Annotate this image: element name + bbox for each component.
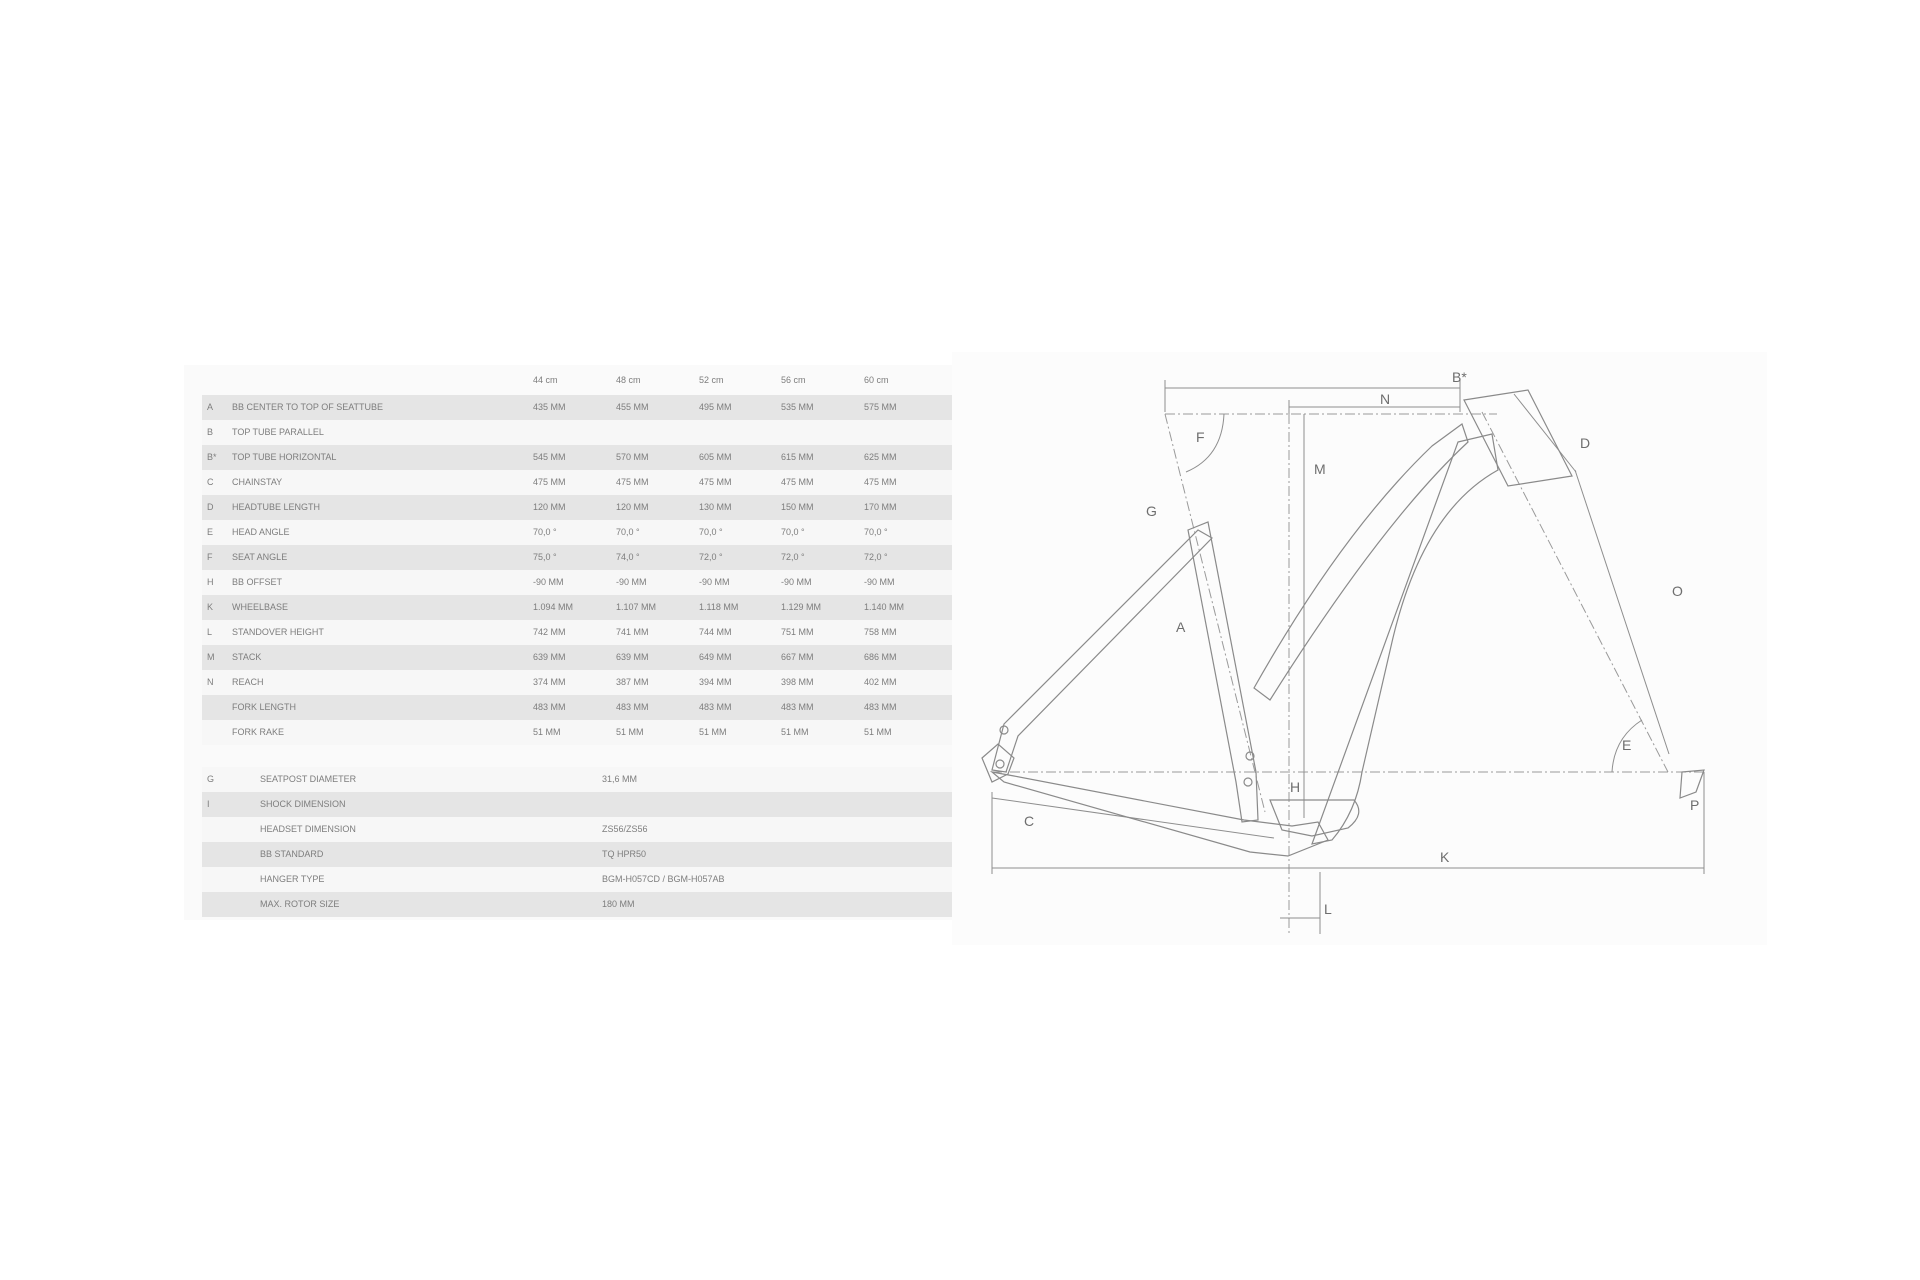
label-l: L — [1324, 901, 1332, 917]
table-row — [202, 595, 952, 620]
row-value: 120 MM — [533, 502, 566, 512]
row-value: 483 MM — [699, 702, 732, 712]
row-value: 741 MM — [616, 627, 649, 637]
frame-toptube — [1254, 424, 1468, 700]
row-value: 51 MM — [864, 727, 892, 737]
row-value: 70,0 ° — [699, 527, 723, 537]
table-row — [202, 495, 952, 520]
table-row — [202, 445, 952, 470]
row-value: 535 MM — [781, 402, 814, 412]
row-value: 387 MM — [616, 677, 649, 687]
size-header-52: 52 cm — [699, 375, 724, 385]
table-row — [202, 420, 952, 445]
spec-row — [202, 767, 952, 792]
row-value: 575 MM — [864, 402, 897, 412]
row-label: BB STANDARD — [260, 849, 324, 859]
row-code: M — [207, 652, 215, 662]
label-d: D — [1580, 435, 1591, 451]
row-value: BGM-H057CD / BGM-H057AB — [602, 874, 725, 884]
pivot-lower — [1244, 778, 1252, 786]
row-value: TQ HPR50 — [602, 849, 647, 859]
label-b-star: B* — [1452, 369, 1467, 385]
spec-row — [202, 842, 952, 867]
row-value: 605 MM — [699, 452, 732, 462]
label-k: K — [1440, 849, 1450, 865]
angle-arc-f — [1186, 414, 1224, 472]
row-value: 483 MM — [533, 702, 566, 712]
row-value: 475 MM — [533, 477, 566, 487]
table-row — [202, 545, 952, 570]
row-value: 475 MM — [616, 477, 649, 487]
frame-fork-end — [1680, 770, 1704, 798]
row-label: WHEELBASE — [232, 602, 289, 612]
row-label: HEADSET DIMENSION — [260, 824, 356, 834]
table-row — [202, 570, 952, 595]
row-value: 51 MM — [781, 727, 809, 737]
row-value: 120 MM — [616, 502, 649, 512]
row-value: 130 MM — [699, 502, 732, 512]
row-value: -90 MM — [616, 577, 647, 587]
row-code: I — [207, 799, 210, 809]
row-label: CHAINSTAY — [232, 477, 283, 487]
table-row — [202, 470, 952, 495]
axis-line-headtube — [1482, 412, 1668, 772]
pivot-rear — [996, 760, 1004, 768]
row-value: 180 MM — [602, 899, 635, 909]
row-label: TOP TUBE HORIZONTAL — [232, 452, 337, 462]
table-row — [202, 520, 952, 545]
row-code: B* — [207, 452, 217, 462]
row-value: 455 MM — [616, 402, 649, 412]
row-value: 170 MM — [864, 502, 897, 512]
label-a: A — [1176, 619, 1186, 635]
row-value: 75,0 ° — [533, 552, 557, 562]
geometry-table — [184, 365, 952, 920]
row-value: 402 MM — [864, 677, 897, 687]
frame-headtube — [1464, 390, 1572, 486]
row-value: 1.140 MM — [864, 602, 905, 612]
row-label: FORK LENGTH — [232, 702, 297, 712]
label-n: N — [1380, 391, 1391, 407]
spec-row — [202, 867, 952, 892]
row-value: 435 MM — [533, 402, 566, 412]
row-value: 70,0 ° — [781, 527, 805, 537]
row-value: 72,0 ° — [781, 552, 805, 562]
dim-line-d — [1514, 394, 1576, 472]
row-code: E — [207, 527, 214, 537]
label-g: G — [1146, 503, 1157, 519]
row-value: 483 MM — [781, 702, 814, 712]
row-label: HEAD ANGLE — [232, 527, 290, 537]
row-code: H — [207, 577, 214, 587]
row-value: 70,0 ° — [616, 527, 640, 537]
table-row — [202, 695, 952, 720]
row-value: 398 MM — [781, 677, 814, 687]
row-code: N — [207, 677, 214, 687]
row-value: 1.118 MM — [699, 602, 739, 612]
row-value: 639 MM — [616, 652, 649, 662]
table-row — [202, 645, 952, 670]
row-code: K — [207, 602, 214, 612]
row-code: D — [207, 502, 214, 512]
row-code: A — [207, 402, 214, 412]
spec-row — [202, 892, 952, 917]
row-value: 1.107 MM — [616, 602, 657, 612]
row-value: 667 MM — [781, 652, 814, 662]
row-label: HANGER TYPE — [260, 874, 325, 884]
frame-chainstay — [992, 772, 1328, 856]
frame-seattube — [1188, 522, 1258, 822]
row-value: 72,0 ° — [864, 552, 888, 562]
row-label: SHOCK DIMENSION — [260, 799, 346, 809]
spec-row — [202, 792, 952, 817]
row-value: 70,0 ° — [533, 527, 557, 537]
frame-drawing — [952, 352, 1767, 945]
row-value: -90 MM — [533, 577, 564, 587]
row-value: 744 MM — [699, 627, 732, 637]
size-header-48: 48 cm — [616, 375, 641, 385]
row-value: 74,0 ° — [616, 552, 640, 562]
size-header-44: 44 cm — [533, 375, 558, 385]
row-label: SEAT ANGLE — [232, 552, 288, 562]
row-value: -90 MM — [864, 577, 895, 587]
row-code: C — [207, 477, 214, 487]
spec-row — [202, 817, 952, 842]
row-value: 475 MM — [864, 477, 897, 487]
label-c: C — [1024, 813, 1035, 829]
pivot-seatstay — [1000, 726, 1008, 734]
row-value: 374 MM — [533, 677, 566, 687]
row-label: TOP TUBE PARALLEL — [232, 427, 324, 437]
frame-motor-housing — [1270, 800, 1359, 836]
row-value: 51 MM — [699, 727, 727, 737]
row-value: 475 MM — [699, 477, 732, 487]
row-value: 625 MM — [864, 452, 897, 462]
row-value: 686 MM — [864, 652, 897, 662]
frame-seatstay — [992, 530, 1212, 772]
label-e: E — [1622, 737, 1632, 753]
row-value: 751 MM — [781, 627, 814, 637]
dim-line-o — [1575, 470, 1669, 754]
label-m: M — [1314, 461, 1326, 477]
row-value: 394 MM — [699, 677, 732, 687]
row-label: MAX. ROTOR SIZE — [260, 899, 340, 909]
row-value: 570 MM — [616, 452, 649, 462]
row-value: 475 MM — [781, 477, 814, 487]
row-label: HEADTUBE LENGTH — [232, 502, 321, 512]
frame-downtube — [1312, 434, 1498, 844]
row-label: REACH — [232, 677, 264, 687]
row-value: 483 MM — [864, 702, 897, 712]
frame-geometry-diagram — [952, 352, 1767, 945]
row-label: STANDOVER HEIGHT — [232, 627, 324, 637]
row-label: FORK RAKE — [232, 727, 285, 737]
size-header-56: 56 cm — [781, 375, 806, 385]
row-label: STACK — [232, 652, 262, 662]
row-value: -90 MM — [699, 577, 730, 587]
row-value: 483 MM — [616, 702, 649, 712]
label-h: H — [1290, 779, 1301, 795]
table-row — [202, 670, 952, 695]
row-value: 51 MM — [616, 727, 644, 737]
table-row — [202, 720, 952, 745]
label-p: P — [1690, 797, 1700, 813]
size-header-60: 60 cm — [864, 375, 889, 385]
row-value: ZS56/ZS56 — [602, 824, 648, 834]
row-value: 639 MM — [533, 652, 566, 662]
row-value: 545 MM — [533, 452, 566, 462]
row-value: 649 MM — [699, 652, 732, 662]
row-value: 615 MM — [781, 452, 814, 462]
row-code: F — [207, 552, 213, 562]
label-o: O — [1672, 583, 1683, 599]
row-label: BB CENTER TO TOP OF SEATTUBE — [232, 402, 384, 412]
row-label: BB OFFSET — [232, 577, 283, 587]
row-value: 758 MM — [864, 627, 897, 637]
row-value: 150 MM — [781, 502, 814, 512]
row-value: 1.129 MM — [781, 602, 822, 612]
row-code: L — [207, 627, 213, 637]
row-value: 51 MM — [533, 727, 561, 737]
row-code: B — [207, 427, 214, 437]
row-value: 495 MM — [699, 402, 732, 412]
row-value: 742 MM — [533, 627, 566, 637]
table-row — [202, 620, 952, 645]
row-value: 1.094 MM — [533, 602, 574, 612]
row-label: SEATPOST DIAMETER — [260, 774, 357, 784]
row-value: 70,0 ° — [864, 527, 888, 537]
table-row — [202, 395, 952, 420]
label-f: F — [1196, 429, 1205, 445]
row-value: 31,6 MM — [602, 774, 638, 784]
row-value: -90 MM — [781, 577, 812, 587]
row-code: G — [207, 774, 215, 784]
row-value: 72,0 ° — [699, 552, 723, 562]
